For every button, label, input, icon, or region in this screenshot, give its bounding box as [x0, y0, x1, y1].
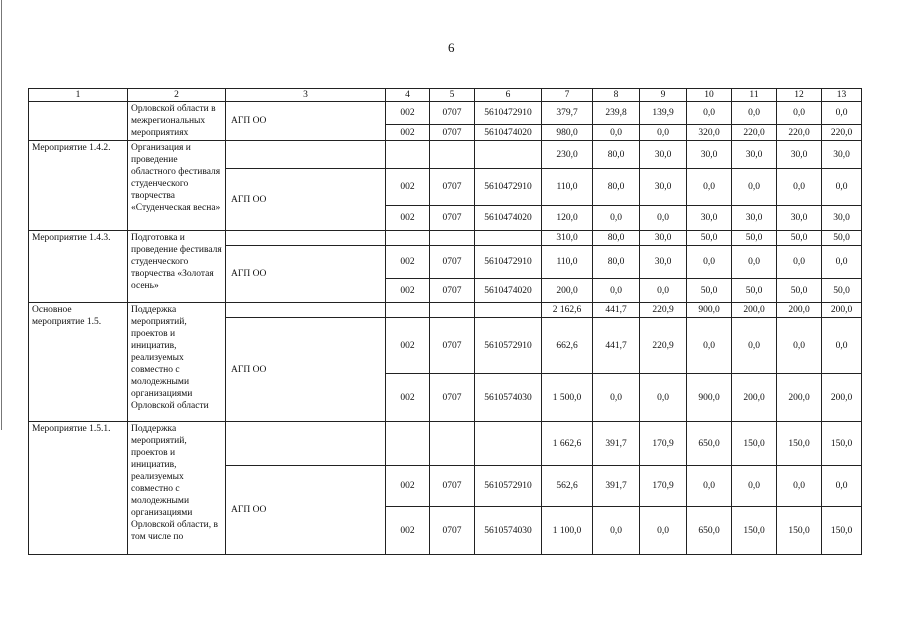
value-cell: 002 [386, 102, 430, 125]
value-cell: 0,0 [822, 318, 862, 374]
value-cell: 0,0 [640, 279, 687, 303]
value-cell: 0707 [430, 279, 475, 303]
executor-cell: АГП ОО [226, 102, 386, 141]
executor-cell-empty [226, 303, 386, 318]
value-cell: 50,0 [777, 231, 822, 246]
value-cell: 0,0 [822, 102, 862, 125]
value-cell: 150,0 [777, 422, 822, 466]
value-cell: 80,0 [593, 231, 640, 246]
value-cell: 150,0 [777, 507, 822, 555]
value-cell: 5610472910 [475, 169, 542, 206]
value-cell: 30,0 [687, 206, 732, 231]
value-cell: 0707 [430, 507, 475, 555]
value-cell: 0,0 [777, 102, 822, 125]
value-cell: 0707 [430, 374, 475, 422]
header-cell: 5 [430, 89, 475, 102]
value-cell: 0,0 [777, 246, 822, 279]
value-cell: 5610574030 [475, 507, 542, 555]
executor-cell: АГП ОО [226, 246, 386, 303]
measure-code-cell: Мероприятие 1.5.1. [29, 422, 128, 555]
value-cell: 0,0 [640, 374, 687, 422]
value-cell: 30,0 [777, 141, 822, 169]
value-cell: 391,7 [593, 466, 640, 507]
value-cell: 5610572910 [475, 466, 542, 507]
value-cell: 200,0 [822, 303, 862, 318]
value-cell: 220,0 [732, 125, 777, 141]
measure-code-cell: Основное мероприятие 1.5. [29, 303, 128, 422]
measure-name-cell: Орловской области в межрегиональных мероприятиях [128, 102, 226, 141]
value-cell: 200,0 [732, 303, 777, 318]
header-cell: 11 [732, 89, 777, 102]
header-cell: 10 [687, 89, 732, 102]
value-cell: 379,7 [542, 102, 593, 125]
value-cell: 391,7 [593, 422, 640, 466]
value-cell: 0,0 [822, 246, 862, 279]
value-cell [430, 422, 475, 466]
value-cell: 200,0 [542, 279, 593, 303]
table-row [29, 102, 862, 125]
value-cell: 120,0 [542, 206, 593, 231]
value-cell: 150,0 [822, 507, 862, 555]
value-cell: 0,0 [687, 466, 732, 507]
value-cell: 0707 [430, 206, 475, 231]
value-cell: 0,0 [777, 466, 822, 507]
value-cell: 139,9 [640, 102, 687, 125]
value-cell: 50,0 [687, 279, 732, 303]
header-cell: 7 [542, 89, 593, 102]
header-row [29, 89, 862, 102]
value-cell: 980,0 [542, 125, 593, 141]
value-cell: 5610572910 [475, 318, 542, 374]
value-cell: 0707 [430, 102, 475, 125]
value-cell: 002 [386, 374, 430, 422]
value-cell: 5610472910 [475, 246, 542, 279]
value-cell: 002 [386, 318, 430, 374]
value-cell: 002 [386, 169, 430, 206]
value-cell: 0,0 [593, 374, 640, 422]
value-cell: 110,0 [542, 246, 593, 279]
value-cell: 0,0 [593, 206, 640, 231]
value-cell: 0,0 [732, 318, 777, 374]
header-cell: 2 [128, 89, 226, 102]
value-cell: 80,0 [593, 141, 640, 169]
value-cell: 002 [386, 206, 430, 231]
value-cell: 239,8 [593, 102, 640, 125]
value-cell: 30,0 [640, 231, 687, 246]
budget-table [28, 88, 862, 555]
value-cell: 30,0 [687, 141, 732, 169]
value-cell: 50,0 [732, 279, 777, 303]
value-cell: 0,0 [732, 102, 777, 125]
value-cell: 0707 [430, 125, 475, 141]
value-cell: 0,0 [687, 318, 732, 374]
header-cell: 6 [475, 89, 542, 102]
value-cell: 50,0 [822, 279, 862, 303]
value-cell: 1 100,0 [542, 507, 593, 555]
header-cell: 1 [29, 89, 128, 102]
value-cell: 662,6 [542, 318, 593, 374]
value-cell: 30,0 [822, 206, 862, 231]
table-row [29, 231, 862, 246]
value-cell [475, 141, 542, 169]
value-cell: 30,0 [640, 169, 687, 206]
value-cell: 30,0 [777, 206, 822, 231]
value-cell: 0707 [430, 466, 475, 507]
header-cell: 3 [226, 89, 386, 102]
value-cell: 0707 [430, 169, 475, 206]
value-cell: 50,0 [777, 279, 822, 303]
value-cell: 80,0 [593, 246, 640, 279]
value-cell: 0,0 [732, 246, 777, 279]
value-cell: 002 [386, 125, 430, 141]
measure-code-cell: Мероприятие 1.4.2. [29, 141, 128, 231]
value-cell: 30,0 [822, 141, 862, 169]
value-cell [475, 422, 542, 466]
value-cell: 170,9 [640, 422, 687, 466]
value-cell: 220,9 [640, 303, 687, 318]
value-cell [475, 303, 542, 318]
value-cell: 5610474020 [475, 125, 542, 141]
value-cell [430, 231, 475, 246]
header-cell: 13 [822, 89, 862, 102]
value-cell: 0,0 [593, 279, 640, 303]
table-row [29, 303, 862, 318]
value-cell: 5610474020 [475, 279, 542, 303]
measure-name-cell: Поддержка мероприятий, проектов и инициатив, реализуемых совместно с молодежными организациями Орловской области, в том числе по [128, 422, 226, 555]
value-cell: 1 662,6 [542, 422, 593, 466]
value-cell: 0,0 [687, 102, 732, 125]
value-cell: 220,0 [777, 125, 822, 141]
value-cell: 30,0 [640, 141, 687, 169]
value-cell: 0707 [430, 246, 475, 279]
executor-cell-empty [226, 141, 386, 169]
value-cell: 30,0 [732, 141, 777, 169]
value-cell: 002 [386, 466, 430, 507]
value-cell: 0,0 [640, 206, 687, 231]
value-cell: 900,0 [687, 374, 732, 422]
table-row [29, 141, 862, 169]
header-cell: 12 [777, 89, 822, 102]
value-cell: 200,0 [777, 303, 822, 318]
measure-code-cell: Мероприятие 1.4.3. [29, 231, 128, 303]
value-cell: 0,0 [777, 318, 822, 374]
value-cell [430, 303, 475, 318]
value-cell: 0,0 [687, 169, 732, 206]
value-cell [386, 303, 430, 318]
value-cell: 0,0 [687, 246, 732, 279]
measure-code-cell [29, 102, 128, 141]
value-cell: 650,0 [687, 507, 732, 555]
value-cell: 441,7 [593, 318, 640, 374]
value-cell: 200,0 [732, 374, 777, 422]
value-cell: 150,0 [732, 422, 777, 466]
header-cell: 4 [386, 89, 430, 102]
measure-name-cell: Поддержка мероприятий, проектов и инициатив, реализуемых совместно с молодежными организациями Орловской области [128, 303, 226, 422]
measure-name-cell: Подготовка и проведение фестиваля студенческого творчества «Золотая осень» [128, 231, 226, 303]
value-cell: 0,0 [593, 125, 640, 141]
value-cell: 5610474020 [475, 206, 542, 231]
value-cell: 30,0 [732, 206, 777, 231]
value-cell: 0,0 [822, 169, 862, 206]
executor-cell-empty [226, 231, 386, 246]
value-cell: 0,0 [640, 507, 687, 555]
executor-cell: АГП ОО [226, 169, 386, 231]
value-cell [430, 141, 475, 169]
value-cell [386, 141, 430, 169]
value-cell: 1 500,0 [542, 374, 593, 422]
value-cell: 30,0 [640, 246, 687, 279]
value-cell [386, 231, 430, 246]
value-cell [475, 231, 542, 246]
value-cell: 0,0 [822, 466, 862, 507]
value-cell: 150,0 [822, 422, 862, 466]
value-cell: 650,0 [687, 422, 732, 466]
value-cell: 80,0 [593, 169, 640, 206]
executor-cell-empty [226, 422, 386, 466]
page-edge-line [1, 0, 2, 430]
value-cell: 230,0 [542, 141, 593, 169]
value-cell: 50,0 [732, 231, 777, 246]
value-cell: 220,0 [822, 125, 862, 141]
measure-name-cell: Организация и проведение областного фестиваля студенческого творчества «Студенческая весна» [128, 141, 226, 231]
value-cell: 002 [386, 507, 430, 555]
value-cell: 002 [386, 246, 430, 279]
value-cell: 310,0 [542, 231, 593, 246]
value-cell: 5610472910 [475, 102, 542, 125]
value-cell: 170,9 [640, 466, 687, 507]
value-cell: 0,0 [732, 169, 777, 206]
value-cell: 0,0 [732, 466, 777, 507]
value-cell: 320,0 [687, 125, 732, 141]
value-cell: 200,0 [777, 374, 822, 422]
value-cell: 0,0 [640, 125, 687, 141]
value-cell: 50,0 [687, 231, 732, 246]
table-row [29, 422, 862, 466]
value-cell: 2 162,6 [542, 303, 593, 318]
value-cell: 0707 [430, 318, 475, 374]
value-cell: 002 [386, 279, 430, 303]
value-cell: 900,0 [687, 303, 732, 318]
value-cell: 0,0 [777, 169, 822, 206]
value-cell: 220,9 [640, 318, 687, 374]
executor-cell: АГП ОО [226, 318, 386, 422]
value-cell: 150,0 [732, 507, 777, 555]
value-cell: 200,0 [822, 374, 862, 422]
header-cell: 8 [593, 89, 640, 102]
executor-cell: АГП ОО [226, 466, 386, 555]
value-cell: 110,0 [542, 169, 593, 206]
value-cell: 50,0 [822, 231, 862, 246]
page-number: 6 [448, 40, 455, 55]
value-cell: 5610574030 [475, 374, 542, 422]
value-cell: 441,7 [593, 303, 640, 318]
value-cell: 0,0 [593, 507, 640, 555]
header-cell: 9 [640, 89, 687, 102]
value-cell: 562,6 [542, 466, 593, 507]
value-cell [386, 422, 430, 466]
